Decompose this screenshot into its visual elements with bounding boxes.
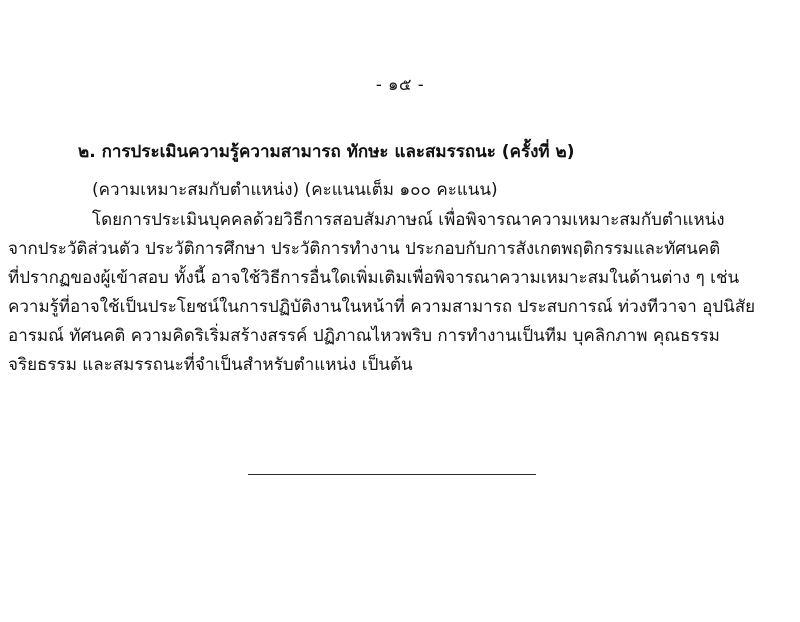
paragraph-line: อารมณ์ ทัศนคติ ความคิดริเริ่มสร้างสรรค์ ปฏิภาณไหวพริบ การทำงานเป็นทีม บุคลิกภาพ คุณธรรม xyxy=(8,326,720,346)
section-subheading: (ความเหมาะสมกับตำแหน่ง) (คะแนนเต็ม ๑๐๐ คะแนน) xyxy=(92,180,498,200)
horizontal-divider xyxy=(248,474,536,475)
paragraph-line: จากประวัติส่วนตัว ประวัติการศึกษา ประวัติการทำงาน ประกอบกับการสังเกตพฤติกรรมและทัศนคติ xyxy=(8,239,721,259)
section-heading: ๒. การประเมินความรู้ความสามารถ ทักษะ และสมรรถนะ (ครั้งที่ ๒) xyxy=(78,142,575,162)
paragraph-line: ความรู้ที่อาจใช้เป็นประโยชน์ในการปฏิบัติงานในหน้าที่ ความสามารถ ประสบการณ์ ท่วงทีวาจา อุปนิสัย xyxy=(8,297,756,317)
page-number: - ๑๕ - xyxy=(375,75,425,94)
paragraph-line: ที่ปรากฏของผู้เข้าสอบ ทั้งนี้ อาจใช้วิธีการอื่นใดเพิ่มเติมเพื่อพิจารณาความเหมาะสมในด้านต่าง ๆ เช่น xyxy=(8,268,740,288)
paragraph-line: จริยธรรม และสมรรถนะที่จำเป็นสำหรับตำแหน่ง เป็นต้น xyxy=(8,355,413,375)
paragraph-line: โดยการประเมินบุคคลด้วยวิธีการสอบสัมภาษณ์ เพื่อพิจารณาความเหมาะสมกับตำแหน่ง xyxy=(92,210,725,230)
body-paragraph xyxy=(8,206,792,380)
